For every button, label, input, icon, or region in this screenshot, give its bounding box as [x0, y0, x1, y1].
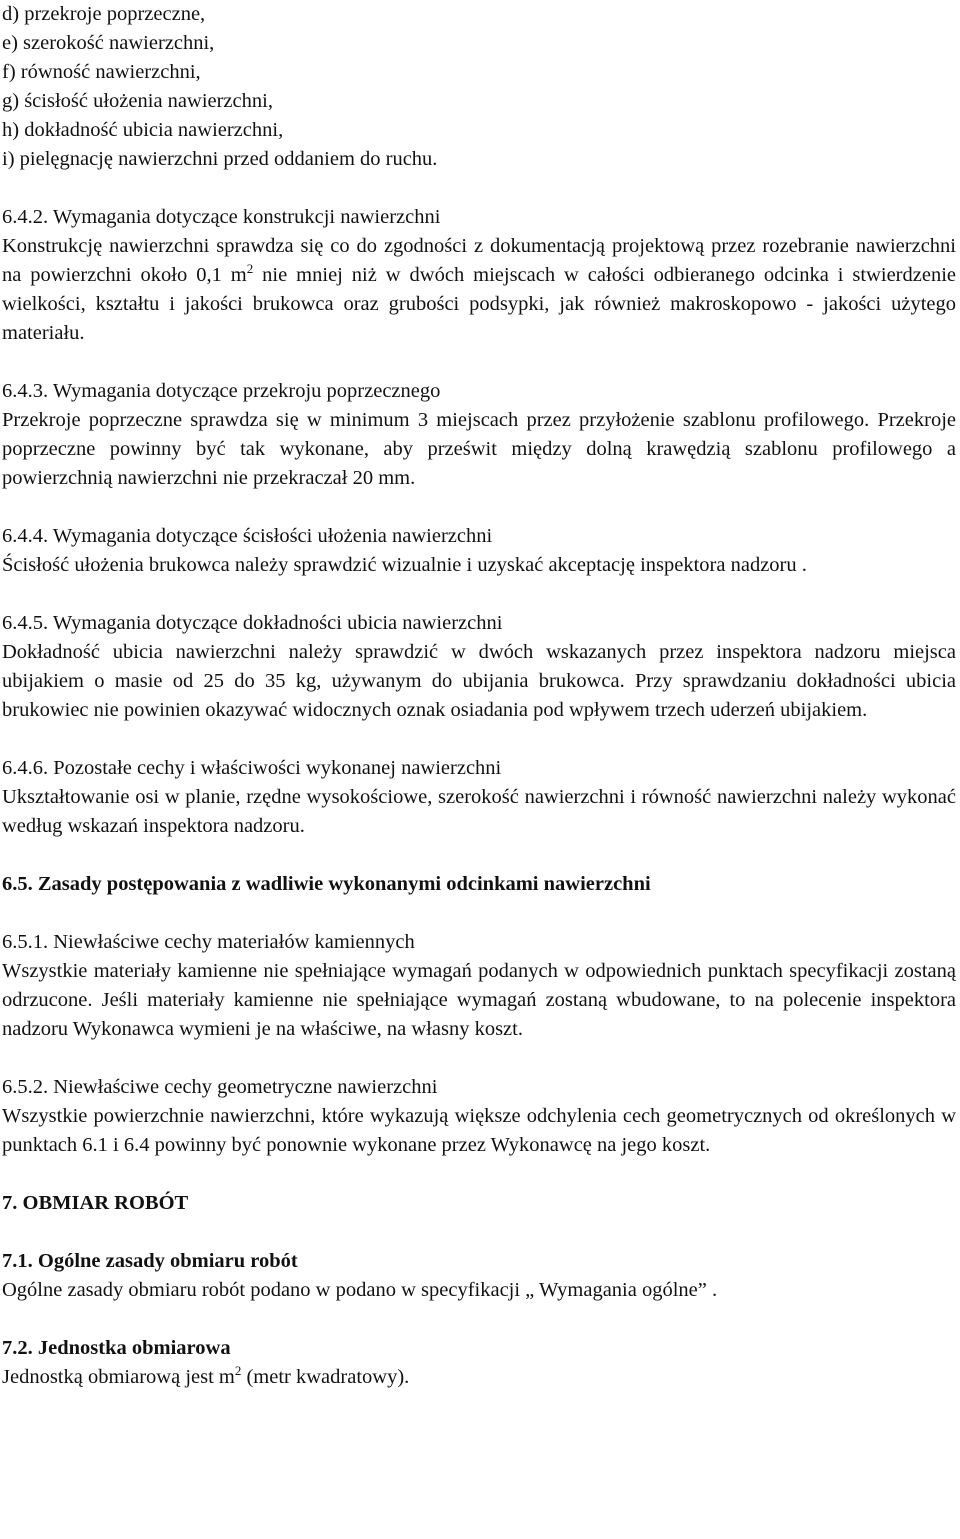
- section-title: 7.2. Jednostka obmiarowa: [2, 1337, 231, 1359]
- list-item: g) ścisłość ułożenia nawierzchni,: [2, 90, 273, 112]
- section-title: 6.4.5. Wymagania dotyczące dokładności ubicia nawierzchni: [2, 612, 503, 634]
- inspection-list: [2, 0, 956, 174]
- section-heading-6-5: 6.5. Zasady postępowania z wadliwie wykonanymi odcinkami nawierzchni: [2, 873, 651, 895]
- section-title: 6.5.2. Niewłaściwe cechy geometryczne nawierzchni: [2, 1076, 438, 1098]
- section-title: 6.5.1. Niewłaściwe cechy materiałów kamiennych: [2, 931, 415, 953]
- section-body: Jednostką obmiarową jest $m^2$ (metr kwadratowy).: [2, 1363, 410, 1388]
- section-body: Wszystkie materiały kamienne nie spełniające wymagań podanych w odpowiednich punktach specyfikacji zostaną odrzucone. Jeśli materiały kamienne nie spełniające wymagań zostaną wbudowane, to na polecenie inspektora nadzoru Wykonawca wymieni je na właściwe, na własny koszt.: [2, 960, 956, 1040]
- list-item: e) szerokość nawierzchni,: [2, 32, 215, 54]
- section-7-2: [2, 1334, 956, 1392]
- section-title: 6.4.6. Pozostałe cechy i właściwości wykonanej nawierzchni: [2, 757, 502, 779]
- section-title: 7.1. Ogólne zasady obmiaru robót: [2, 1250, 298, 1272]
- section-body: Konstrukcję nawierzchni sprawdza się co do zgodności z dokumentacją projektową przez rozebranie nawierzchni na powierzchni około 0,1 $m^2$ nie mniej niż w dwóch miejscach w całości odbieranego odcinka i stwierdzenie wielkości, kształtu i jakości brukowca oraz grubości podsypki, jak również makroskopowo - jakości użytego materiału.: [2, 235, 957, 344]
- section-6-4-5: [2, 609, 956, 725]
- section-6-4-3: [2, 377, 956, 493]
- section-6-4-2: [2, 203, 956, 348]
- section-6-4-6: [2, 754, 956, 841]
- list-item: i) pielęgnację nawierzchni przed oddaniem do ruchu.: [2, 148, 438, 170]
- section-body: Przekroje poprzeczne sprawdza się w minimum 3 miejscach przez przyłożenie szablonu profilowego. Przekroje poprzeczne powinny być tak wykonane, aby prześwit między dolną krawędzią szablonu profilowego a powierzchnią nawierzchni nie przekraczał 20 mm.: [2, 409, 956, 489]
- list-item: f) równość nawierzchni,: [2, 61, 201, 83]
- section-6-5-2: [2, 1073, 956, 1160]
- section-6-5-1: [2, 928, 956, 1044]
- section-body: Ścisłość ułożenia brukowca należy sprawdzić wizualnie i uzyskać akceptację inspektora nadzoru .: [2, 554, 807, 576]
- section-body: Ogólne zasady obmiaru robót podano w podano w specyfikacji „ Wymagania ogólne” .: [2, 1279, 718, 1301]
- section-body: Wszystkie powierzchnie nawierzchni, które wykazują większe odchylenia cech geometrycznych od określonych w punktach 6.1 i 6.4 powinny być ponownie wykonane przez Wykonawcę na jego koszt.: [2, 1105, 956, 1156]
- section-6-4-4: [2, 522, 956, 580]
- section-7-1: [2, 1247, 956, 1305]
- section-title: 6.4.4. Wymagania dotyczące ścisłości ułożenia nawierzchni: [2, 525, 493, 547]
- chapter-heading-7: 7. OBMIAR ROBÓT: [2, 1192, 189, 1214]
- section-body: Dokładność ubicia nawierzchni należy sprawdzić w dwóch wskazanych przez inspektora nadzoru miejsca ubijakiem o masie od 25 do 35 kg, używanym do ubijania brukowca. Przy sprawdzaniu dokładności ubicia brukowiec nie powinien okazywać widocznych oznak osiadania pod wpływem trzech uderzeń ubijakiem.: [2, 641, 956, 721]
- section-title: 6.4.2. Wymagania dotyczące konstrukcji nawierzchni: [2, 206, 441, 228]
- section-title: 6.4.3. Wymagania dotyczące przekroju poprzecznego: [2, 380, 441, 402]
- section-body: Ukształtowanie osi w planie, rzędne wysokościowe, szerokość nawierzchni i równość nawierzchni należy wykonać według wskazań inspektora nadzoru.: [2, 786, 956, 837]
- list-item: d) przekroje poprzeczne,: [2, 3, 206, 25]
- list-item: h) dokładność ubicia nawierzchni,: [2, 119, 284, 141]
